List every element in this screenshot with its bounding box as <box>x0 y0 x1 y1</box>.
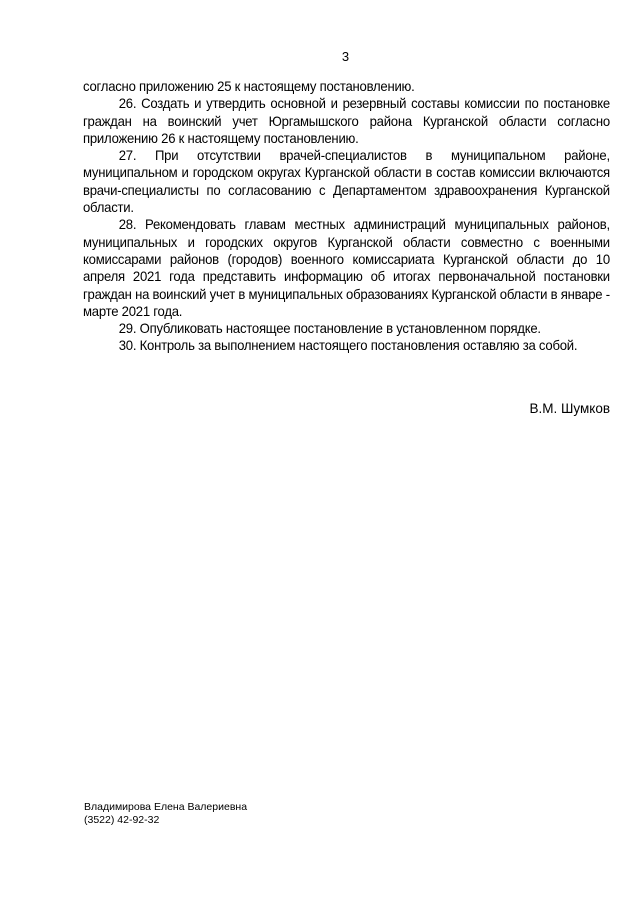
paragraph-30: 30. Контроль за выполнением настоящего постановления оставляю за собой. <box>118 338 578 354</box>
paragraph-28: 28. Рекомендовать главам местных администраций муниципальных районов, муниципальных и городских округов Курганской области совместно с военными комиссарами районов (городов) военного комиссариата Курганской области до 10 апреля 2021 года представить информацию об итогах первоначальной постановки граждан на воинский учет в муниципальных образованиях Курганской области в январе - марте 2021 года. <box>83 217 610 319</box>
paragraph-continuation-25: согласно приложению 25 к настоящему постановлению. <box>83 79 415 94</box>
paragraph-26: 26. Создать и утвердить основной и резервный составы комиссии по постановке граждан на воинский учет Юргамышского района Курганской области согласно приложению 26 к настоящему постановлению. <box>83 96 610 146</box>
signature-name: В.М. Шумков <box>529 401 610 416</box>
document-body <box>83 78 610 355</box>
paragraph-27: 27. При отсутствии врачей-специалистов в муниципальном районе, муниципальном и городском округах Курганской области в состав комиссии включаются врачи-специалисты по согласованию с Департаментом здравоохранения Курганской области. <box>83 148 610 216</box>
executor-name: Владимирова Елена Валериевна <box>84 801 248 813</box>
executor-phone: (3522) 42-92-32 <box>84 814 160 826</box>
paragraph-29: 29. Опубликовать настоящее постановление в установленном порядке. <box>118 321 541 337</box>
page-number: 3 <box>341 49 350 64</box>
executor-block <box>84 801 247 827</box>
